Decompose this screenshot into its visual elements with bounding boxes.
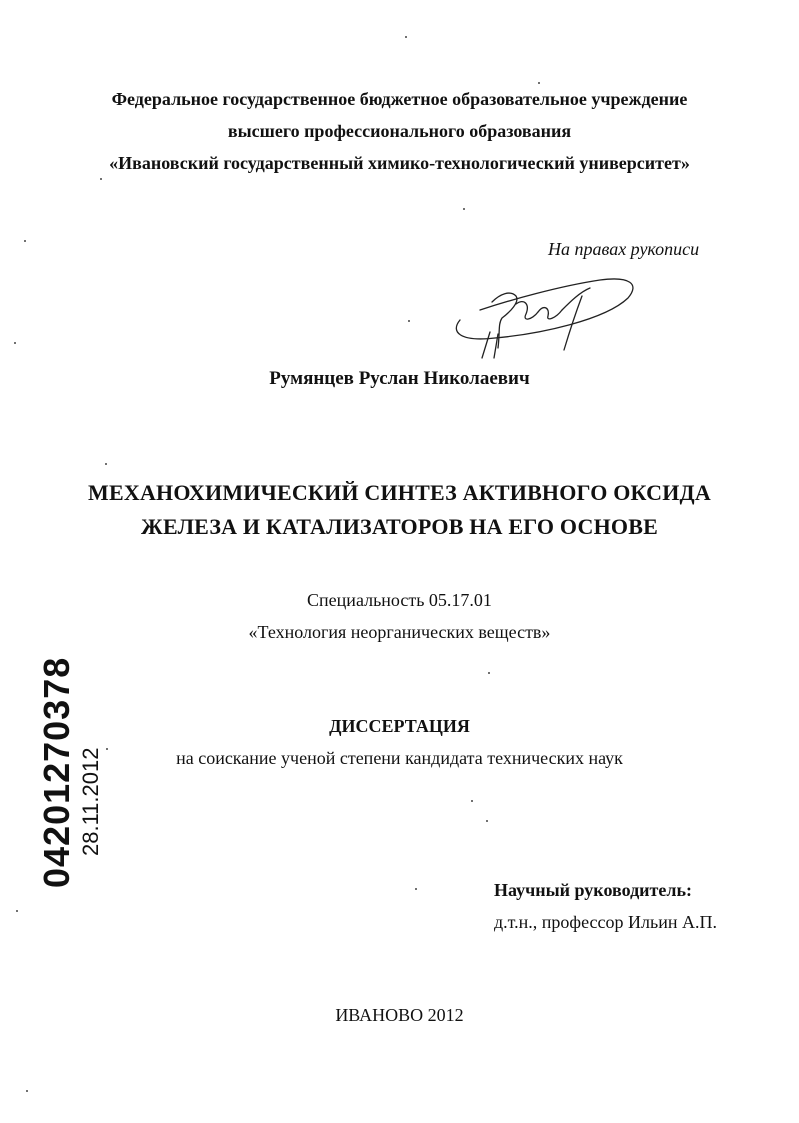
supervisor-label: Научный руководитель: [494,880,692,900]
scan-speck [538,82,540,84]
stamp-date: 28.11.2012 [78,747,103,856]
institution-line-2: высшего профессионального образования [227,121,572,141]
scan-speck [106,748,108,750]
stamp-number: 04201270378 [36,656,77,888]
scan-speck [405,36,407,38]
document-type: ДИССЕРТАЦИЯ [329,716,470,736]
manuscript-note: На правах рукописи [548,239,700,259]
specialty-name: «Технология неорганических веществ» [248,622,551,642]
scan-speck [100,178,102,180]
dissertation-title-line-1: МЕХАНОХИМИЧЕСКИЙ СИНТЕЗ АКТИВНОГО ОКСИДА [88,480,711,505]
scan-speck [415,888,417,890]
scan-speck [471,800,473,802]
institution-line-3: «Ивановский государственный химико-технологический университет» [109,153,690,173]
scan-speck [16,910,18,912]
scan-speck [105,463,107,465]
specialty-code: Специальность 05.17.01 [307,590,492,610]
city-year: ИВАНОВО 2012 [335,1005,464,1025]
dissertation-title-line-2: ЖЕЛЕЗА И КАТАЛИЗАТОРОВ НА ЕГО ОСНОВЕ [141,514,658,539]
scan-speck [26,1090,28,1092]
scan-speck [408,320,410,322]
scan-speck [14,342,16,344]
author-name: Румянцев Руслан Николаевич [269,368,530,389]
scan-speck [488,672,490,674]
degree-purpose: на соискание ученой степени кандидата технических наук [176,748,623,768]
institution-line-1: Федеральное государственное бюджетное образовательное учреждение [111,89,688,109]
signature [440,262,660,362]
scan-speck [24,240,26,242]
scan-speck [486,820,488,822]
scan-speck [463,208,465,210]
supervisor-name: д.т.н., профессор Ильин А.П. [494,912,717,932]
